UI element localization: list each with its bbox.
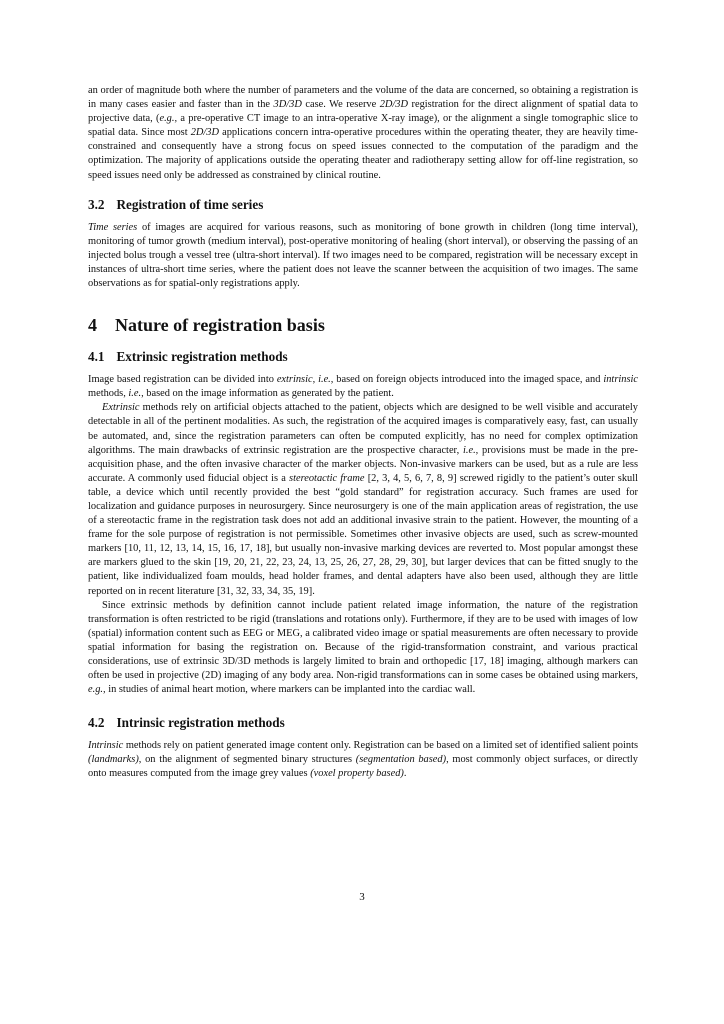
- section-heading-4-2: 4.2 Intrinsic registration methods: [88, 715, 285, 731]
- paragraph-2d3d: an order of magnitude both where the number of parameters and the volume of the data are concerned, so obtaining a registration is in many cases easier and faster than in the 3D/3D case. We reserve 2D/3D registration for the direct alignment of spatial data to projective data, (e.g., a pre-operative CT image to an intra-operative X-ray image), or the alignment a single tomographic slice to spatial data. Since most 2D/3D applications concern intra-operative procedures within the operating theater, they are heavily time-constrained and consequently have a strong focus on speed issues connected to the computation of the paradigm and the optimization. The majority of applications outside the operating theater and radiotherapy setting allow for off-line registration, so speed issues need only be addressed as constrained by clinical routine.: [88, 85, 639, 181]
- section-heading-3-2: 3.2 Registration of time series: [88, 196, 264, 212]
- paragraph-time-series: Time series of images are acquired for various reasons, such as monitoring of bone growth in children (long time interval), monitoring of tumor growth (medium interval), post-operative monitoring of healing (short interval), or observing the passing of an injected bolus trough a vessel tree (ultra-short interval). If two images need to be compared, registration will be necessary except in instances of ultra-short time series, where the patient does not leave the scanner between the acquisition of two images. The same observations as for spatial-only registrations apply.: [88, 221, 639, 290]
- paragraph-image-based: Image based registration can be divided into extrinsic, i.e., based on foreign objects introduced into the imaged space, and intrinsic methods, i.e., based on the image information as generated by the patient.: [88, 374, 638, 400]
- page-number: 3: [359, 891, 365, 903]
- section-heading-4: 4 Nature of registration basis: [88, 315, 325, 336]
- paragraph-intrinsic: Intrinsic methods rely on patient generated image content only. Registration can be based on a limited set of identified salient points (landmarks), on the alignment of segmented binary structures (segmentation based), most commonly object surfaces, or directly onto measures computed from the image grey values (voxel property based).: [88, 740, 639, 780]
- section-heading-4-1: 4.1 Extrinsic registration methods: [88, 349, 288, 365]
- paper-page: [88, 84, 638, 782]
- paragraph-rigid-constraint: Since extrinsic methods by definition cannot include patient related image information, the nature of the registration transformation is often restricted to be rigid (translations and rotations only). Furthermore, if they are to be used with images of low (spatial) information content such as EEG or MEG, a calibrated video image or spatial measurements are often necessary to provide spatial information for basing the registration on. Because of the rigid-transformation constraint, and various practical considerations, use of extrinsic 3D/3D methods is largely limited to brain and orthopedic [17, 18] imaging, although markers can often be used in projective (2D) imaging of any body area. Non-rigid transformations can in some cases be obtained using markers, e.g., in studies of animal heart motion, where markers can be implanted into the cardiac wall.: [88, 599, 638, 696]
- paragraph-extrinsic: Extrinsic methods rely on artificial objects attached to the patient, objects which are designed to be well visible and accurately detectable in all of the pertinent modalities. As such, the registration of the acquired images is comparatively easy, fast, can usually be automated, and, since the registration parameters can often be computed explicitly, has no need for complex optimization algorithms. The main drawbacks of extrinsic registration are the prospective character, i.e., provisions must be made in the pre-acquisition phase, and the often invasive character of the marker objects. Non-invasive markers can be used, but as a rule are less accurate. A commonly used fiducial object is a stereotactic frame [2, 3, 4, 5, 6, 7, 8, 9] screwed rigidly to the patient’s outer skull table, a device which until recently provided the best “gold standard” for registration accuracy. Such frames are used for localization and guidance purposes in neurosurgery. Since neurosurgery is one of the main application areas of registration, the use of a stereotactic frame in the registration task does not add an additional invasive strain to the patient. However, the mounting of a frame for the sole purpose of registration is not permissible. Sometimes other invasive objects are used, such as screw-mounted markers [10, 11, 12, 13, 14, 15, 16, 17, 18], but usually non-invasive marking devices are reverted to. Most popular amongst these are markers glued to the skin [19, 20, 21, 22, 23, 24, 13, 25, 26, 27, 28, 29, 30], but larger devices that can be fitted snugly to the patient, like individualized foam moulds, head holder frames, and dental adapters have also been used, although they are little reported on in recent literature [31, 32, 33, 34, 35, 19].: [88, 402, 638, 597]
